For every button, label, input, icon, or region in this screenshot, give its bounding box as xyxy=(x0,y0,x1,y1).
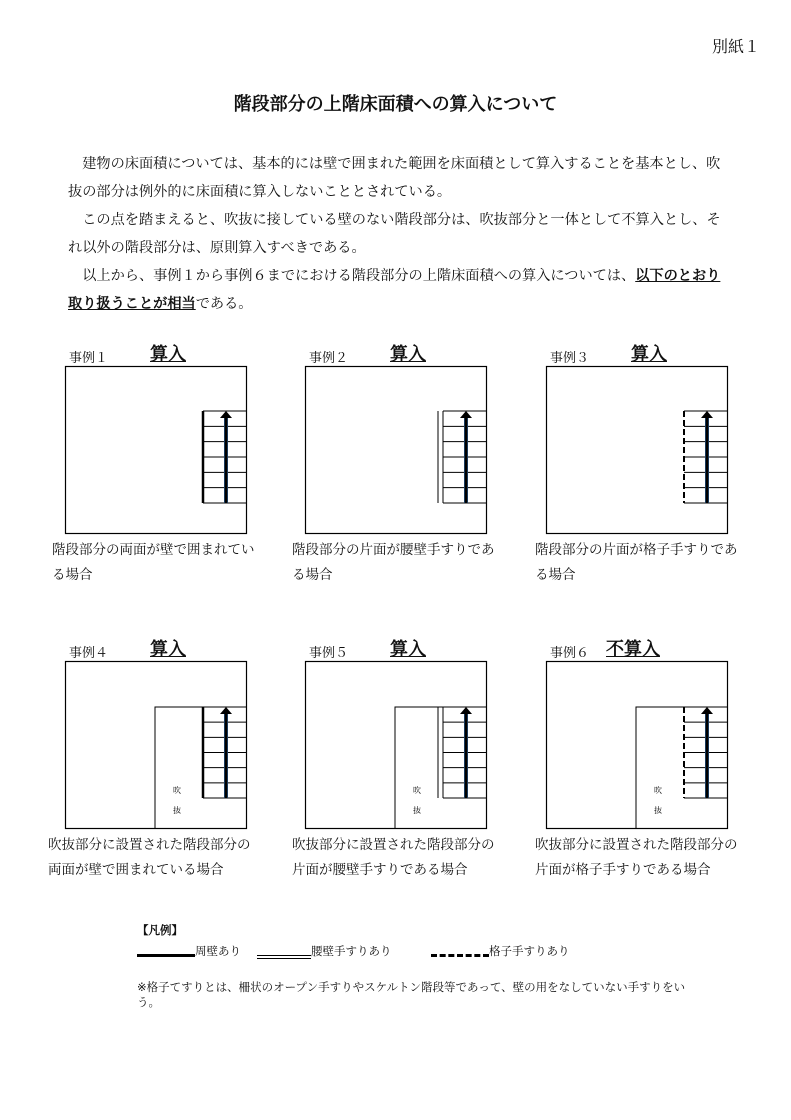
case-caption: 吹抜部分に設置された階段部分の片面が腰壁手すりである場合 xyxy=(292,837,495,878)
room-outline xyxy=(306,367,487,534)
annex-label: 別紙１ xyxy=(712,37,761,56)
paragraph-3 xyxy=(68,262,728,318)
case-verdict: 不算入 xyxy=(606,639,660,660)
p3-end: である。 xyxy=(195,296,253,312)
legend-wall-label: 周壁あり xyxy=(195,944,241,958)
floor-plan-diagram xyxy=(65,366,248,534)
legend-koshi xyxy=(257,943,392,959)
floor-plan-diagram xyxy=(305,661,488,829)
legend xyxy=(137,922,686,1009)
case-caption: 階段部分の両面が壁で囲まれている場合 xyxy=(52,542,255,583)
void-label: 吹 xyxy=(413,786,421,795)
dashed-line-icon xyxy=(431,954,489,957)
case-verdict: 算入 xyxy=(150,344,186,365)
legend-lattice xyxy=(431,943,570,959)
void-label: 抜 xyxy=(654,806,662,815)
legend-wall xyxy=(137,943,241,959)
wall-line-icon xyxy=(137,954,195,957)
case-caption: 吹抜部分に設置された階段部分の両面が壁で囲まれている場合 xyxy=(48,837,251,878)
floor-plan-diagram xyxy=(65,661,248,829)
case-verdict: 算入 xyxy=(390,639,426,660)
room-outline xyxy=(547,367,728,534)
paragraph-2: この点を踏まえると、吹抜に接している壁のない階段部分は、吹抜部分と一体として不算入とし、それ以外の階段部分は、原則算入すべきである。 xyxy=(68,212,721,256)
case-verdict: 算入 xyxy=(150,639,186,660)
room-outline xyxy=(66,367,247,534)
arrow-head-icon xyxy=(220,707,232,714)
case-caption: 階段部分の片面が格子手すりである場合 xyxy=(535,542,738,583)
legend-koshi-label: 腰壁手すりあり xyxy=(311,944,392,958)
case-caption: 階段部分の片面が腰壁手すりである場合 xyxy=(292,542,495,583)
body-text xyxy=(68,150,728,318)
case-label: 事例２ xyxy=(309,351,349,366)
arrow-head-icon xyxy=(701,707,713,714)
arrow-head-icon xyxy=(701,411,713,418)
case-verdict: 算入 xyxy=(390,344,426,365)
legend-note: ※格子てすりとは、柵状のオープン手すりやスケルトン階段等であって、壁の用をなしていない手すりをいう。 xyxy=(137,980,686,1009)
case-label: 事例３ xyxy=(550,351,590,366)
room-outline xyxy=(306,662,487,829)
case-label: 事例５ xyxy=(309,646,349,661)
void-label: 吹 xyxy=(173,786,181,795)
void-label: 吹 xyxy=(654,786,662,795)
room-outline xyxy=(66,662,247,829)
arrow-head-icon xyxy=(460,707,472,714)
floor-plan-diagram xyxy=(305,366,488,534)
case-label: 事例４ xyxy=(69,646,109,661)
arrow-head-icon xyxy=(460,411,472,418)
floor-plan-diagram xyxy=(546,661,729,829)
floor-plan-diagram xyxy=(546,366,729,534)
legend-lattice-label: 格子手すりあり xyxy=(489,944,570,958)
case-verdict: 算入 xyxy=(631,344,667,365)
arrow-head-icon xyxy=(220,411,232,418)
case-label: 事例１ xyxy=(69,351,109,366)
void-label: 抜 xyxy=(413,806,421,815)
room-outline xyxy=(547,662,728,829)
p3-emphasis: 以下のとおり取り扱うことが相当 xyxy=(68,268,721,312)
p3-text: 以上から、事例１から事例６までにおける階段部分の上階床面積への算入については、 xyxy=(82,268,636,284)
case-caption: 吹抜部分に設置された階段部分の片面が格子手すりである場合 xyxy=(535,837,738,878)
double-line-icon xyxy=(257,955,311,959)
page-title: 階段部分の上階床面積への算入について xyxy=(233,94,558,115)
case-label: 事例６ xyxy=(550,646,590,661)
paragraph-1: 建物の床面積については、基本的には壁で囲まれた範囲を床面積として算入することを基本とし、吹抜の部分は例外的に床面積に算入しないこととされている。 xyxy=(68,156,721,200)
legend-heading: 【凡例】 xyxy=(137,923,183,937)
void-label: 抜 xyxy=(173,806,181,815)
